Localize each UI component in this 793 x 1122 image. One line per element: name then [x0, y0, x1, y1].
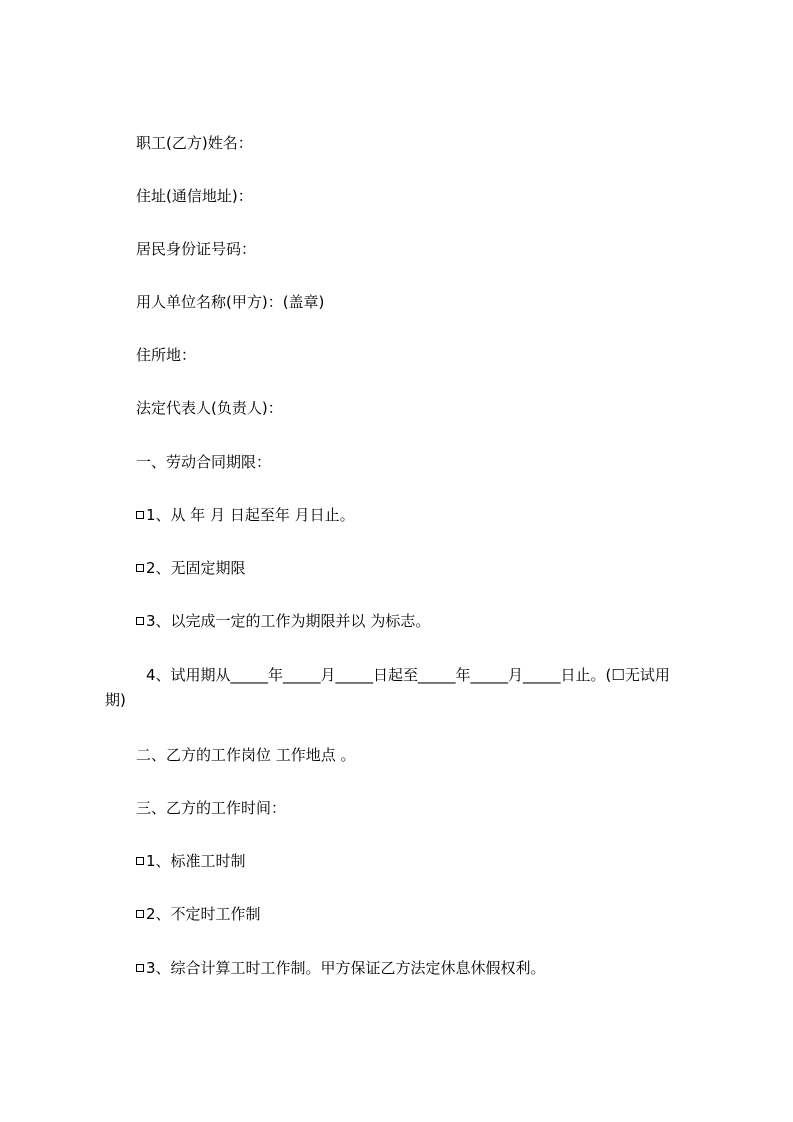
checkbox-icon[interactable]: [136, 857, 144, 865]
section-2-heading: 二、乙方的工作岗位 工作地点 。: [136, 746, 356, 764]
employer-name-label: 用人单位名称(甲方)：(盖章): [136, 293, 325, 311]
probation-line-1: 4、试用期从_____年_____月_____日起至_____年_____月_____日止。(☐无试用: [146, 666, 670, 684]
id-number-label: 居民身份证号码：: [136, 240, 257, 258]
hours-option-1: [136, 851, 246, 871]
hours-option-3: [136, 958, 546, 978]
hours-option-1-text: 1、标准工时制: [146, 852, 246, 870]
residence-label: 住所地：: [136, 346, 197, 364]
term-option-1-text: 1、从 年 月 日起至年 月日止。: [146, 506, 355, 524]
section-1-heading: 一、劳动合同期限：: [136, 453, 272, 471]
section-3-heading: 三、乙方的工作时间：: [136, 799, 287, 817]
address-label: 住址(通信地址)：: [136, 187, 253, 205]
term-option-3-text: 3、以完成一定的工作为期限并以 为标志。: [146, 612, 431, 630]
probation-line-2: 期): [105, 691, 126, 709]
hours-option-2: [136, 904, 261, 924]
checkbox-icon[interactable]: [136, 617, 144, 625]
hours-option-2-text: 2、不定时工作制: [146, 905, 261, 923]
term-option-1: [136, 505, 355, 525]
term-option-2: [136, 558, 246, 578]
checkbox-icon[interactable]: [136, 564, 144, 572]
hours-option-3-text: 3、综合计算工时工作制。甲方保证乙方法定休息休假权利。: [146, 959, 546, 977]
checkbox-icon[interactable]: [136, 511, 144, 519]
term-option-2-text: 2、无固定期限: [146, 559, 246, 577]
checkbox-icon[interactable]: [136, 910, 144, 918]
party-b-name-label: 职工(乙方)姓名：: [136, 134, 253, 152]
legal-representative-label: 法定代表人(负责人)：: [136, 399, 283, 417]
term-option-3: [136, 611, 430, 631]
checkbox-icon[interactable]: [136, 964, 144, 972]
